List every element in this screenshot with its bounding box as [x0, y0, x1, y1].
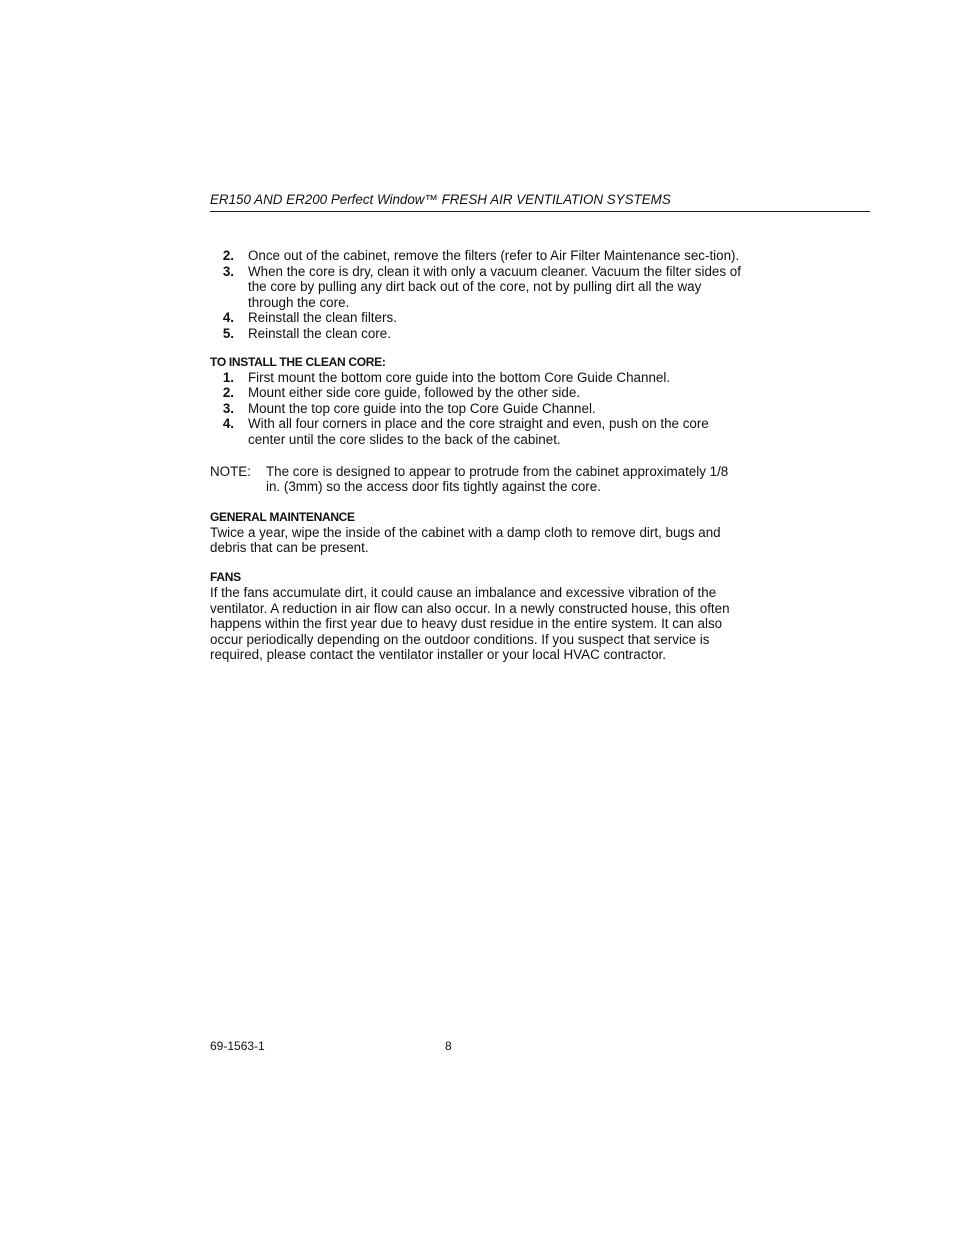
- list-item: [210, 264, 746, 311]
- step-number: 1.: [222, 369, 234, 385]
- general-maintenance-heading: GENERAL MAINTENANCE: [210, 509, 355, 524]
- running-header: ER150 AND ER200 Perfect Window™ FRESH AIR VENTILATION SYSTEMS: [210, 191, 870, 212]
- step-text: Once out of the cabinet, remove the filters (refer to Air Filter Maintenance sec-tion).: [248, 248, 740, 263]
- list-item: [210, 385, 746, 401]
- step-number: 5.: [222, 325, 234, 341]
- list-item: [210, 248, 746, 264]
- step-number: 3.: [222, 263, 234, 279]
- step-number: 2.: [222, 248, 234, 263]
- document-number: 69-1563-1: [210, 1039, 265, 1053]
- step-text: Mount the top core guide into the top Core Guide Channel.: [248, 400, 596, 416]
- step-number: 3.: [222, 400, 234, 416]
- list-item: [210, 310, 746, 326]
- step-number: 2.: [222, 385, 234, 401]
- list-item: [210, 416, 746, 447]
- step-number: 4.: [222, 310, 234, 326]
- list-item: [210, 401, 746, 417]
- list-item: [210, 370, 746, 386]
- fans-text: If the fans accumulate dirt, it could cause an imbalance and excessive vibration of the ventilator. A reduction in air flow can also occur. In a newly constructed house, this often happens within the first year due to heavy dust residue in the entire system. It can also occur periodically depending on the outdoor conditions. If you suspect that service is required, please contact the ventilator installer or your local HVAC contractor.: [210, 584, 730, 663]
- cleaning-steps-list: [210, 248, 746, 342]
- step-text: Reinstall the clean filters.: [248, 310, 397, 326]
- step-text: When the core is dry, clean it with only a vacuum cleaner. Vacuum the filter sides of the core by pulling any dirt back out of the core, not by pulling dirt all the way through the core.: [248, 263, 741, 310]
- general-maintenance-text: Twice a year, wipe the inside of the cabinet with a damp cloth to remove dirt, bugs and debris that can be present.: [210, 524, 721, 556]
- fans-heading: FANS: [210, 569, 241, 584]
- page-number: 8: [445, 1039, 452, 1053]
- step-text: With all four corners in place and the core straight and even, push on the core center until the core slides to the back of the cabinet.: [248, 416, 709, 447]
- note-label: NOTE:: [210, 463, 251, 479]
- note-block: [210, 464, 746, 495]
- page-content: [210, 248, 746, 663]
- list-item: [210, 326, 746, 342]
- step-text: Reinstall the clean core.: [248, 325, 391, 341]
- note-text: The core is designed to appear to protrude from the cabinet approximately 1/8 in. (3mm) so the access door fits tightly against the core.: [266, 463, 729, 495]
- step-number: 4.: [222, 416, 234, 432]
- install-core-heading: TO INSTALL THE CLEAN CORE:: [210, 354, 386, 369]
- step-text: Mount either side core guide, followed by the other side.: [248, 385, 580, 401]
- step-text: First mount the bottom core guide into the bottom Core Guide Channel.: [248, 369, 671, 385]
- install-steps-list: [210, 370, 746, 448]
